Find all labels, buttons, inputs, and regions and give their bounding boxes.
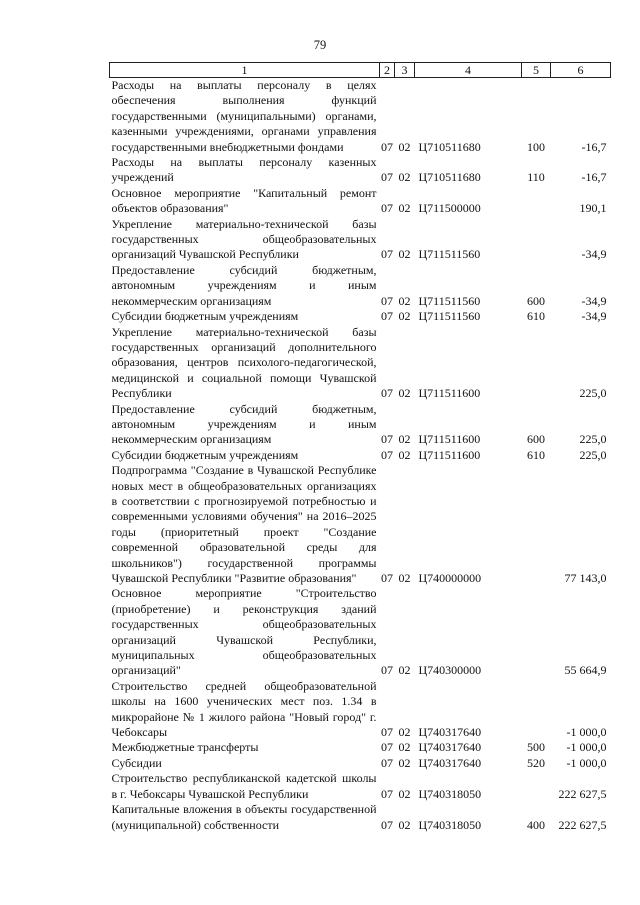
row-name: Межбюджетные трансферты: [111, 740, 259, 755]
row-name: Расходы на выплаты персоналу казенных учреждений: [111, 155, 377, 185]
row-name: Расходы на выплаты персоналу в целях обеспечения выполнения функций государственными (муниципальными) органами, казенными учреждениями, органами управления государственными внебюджетными фондами: [111, 78, 377, 154]
row-expense-type: 110: [527, 170, 545, 185]
row-name: Субсидии: [111, 755, 162, 770]
row-expense-type: [522, 217, 551, 263]
row-section: 07: [381, 293, 393, 308]
row-section: 07: [381, 786, 393, 801]
row-subsection: 02: [398, 293, 411, 308]
row-target-article: Ц711511600: [418, 447, 481, 462]
budget-table-container: [109, 62, 610, 833]
row-target-article: Ц711511560: [418, 293, 481, 308]
row-name: Укрепление материально-технической базы государственных общеобразовательных организаций Чувашской Республики: [111, 216, 377, 262]
row-expense-type: 100: [527, 139, 545, 154]
row-expense-type: 610: [527, 447, 545, 462]
row-section: 07: [381, 725, 393, 740]
row-subsection: 02: [398, 432, 411, 447]
row-section: 07: [381, 740, 393, 755]
header-col-1: 1: [110, 63, 380, 78]
table-row: [110, 325, 611, 402]
table-row: [110, 463, 611, 586]
table-row: [110, 217, 611, 263]
row-amount: -1 000,0: [566, 755, 607, 770]
row-section: 07: [381, 139, 393, 154]
row-subsection: 02: [398, 571, 411, 585]
row-subsection: 02: [398, 725, 411, 740]
row-expense-type: 500: [527, 740, 545, 755]
table-row: [110, 402, 611, 448]
row-amount: -16,7: [581, 139, 607, 154]
row-subsection: 02: [398, 740, 411, 755]
row-name: Предоставление субсидий бюджетным, автономным учреждениям и иным некоммерческим организациям: [111, 262, 377, 308]
row-expense-type: 600: [527, 432, 545, 447]
row-target-article: Ц711500000: [418, 201, 481, 216]
row-name: Основное мероприятие "Капитальный ремонт объектов образования": [111, 185, 377, 216]
row-name: Предоставление субсидий бюджетным, автономным учреждениям и иным некоммерческим организациям: [111, 401, 377, 447]
table-header: [110, 63, 611, 78]
row-name: Строительство республиканской кадетской школы в г. Чебоксары Чувашской Республики: [111, 771, 377, 801]
row-target-article: Ц711511560: [418, 247, 481, 262]
row-subsection: 02: [398, 817, 411, 832]
row-amount: -1 000,0: [566, 740, 607, 755]
table-row: [110, 771, 611, 802]
row-expense-type: [522, 463, 551, 586]
row-expense-type: [522, 186, 551, 217]
row-expense-type: 520: [527, 755, 545, 770]
row-subsection: 02: [398, 786, 411, 801]
row-subsection: 02: [398, 139, 411, 154]
row-amount: 225,0: [579, 447, 607, 462]
row-section: 07: [381, 309, 393, 324]
row-amount: -34,9: [581, 309, 607, 324]
row-name: Строительство средней общеобразовательной школы на 1600 ученических мест поз. 1.34 в микрорайоне № 1 жилого района "Новый город" г. Чебоксары: [111, 678, 377, 740]
row-amount: -34,9: [581, 247, 607, 262]
row-target-article: Ц711511600: [418, 386, 481, 401]
row-subsection: 02: [398, 755, 411, 770]
header-col-5: 5: [522, 63, 551, 78]
row-section: 07: [381, 201, 393, 216]
row-section: 07: [381, 663, 393, 678]
row-amount: -34,9: [581, 293, 607, 308]
table-row: [110, 586, 611, 678]
row-section: 07: [381, 170, 393, 185]
table-row: [110, 679, 611, 741]
header-col-2: 2: [380, 63, 395, 78]
row-amount: 222 627,5: [558, 817, 607, 832]
header-col-3: 3: [395, 63, 415, 78]
page-number: 79: [313, 38, 327, 52]
table-row: [110, 155, 611, 186]
row-target-article: Ц711511600: [418, 432, 481, 447]
row-target-article: Ц711511560: [418, 309, 481, 324]
row-target-article: Ц710511680: [418, 139, 481, 154]
row-amount: -16,7: [581, 170, 607, 185]
row-amount: 225,0: [579, 386, 607, 401]
row-amount: 225,0: [579, 432, 607, 447]
table-row: [110, 802, 611, 833]
row-name: Подпрограмма "Создание в Чувашской Республике новых мест в общеобразовательных организациях в соответствии с прогнозируемой потребностью и современными условиями обучения" на 2016–2025 годы (приоритетный проект "Создание современной образовательной среды для школьников") государственной программы Чувашской Республики "Развитие образования": [111, 463, 377, 585]
row-target-article: Ц740300000: [418, 663, 482, 678]
row-expense-type: [522, 771, 551, 802]
budget-table: [109, 62, 611, 833]
row-section: 07: [381, 447, 393, 462]
row-subsection: 02: [398, 247, 411, 262]
row-section: 07: [381, 755, 393, 770]
table-row: [110, 78, 611, 156]
row-amount: 77 143,0: [564, 571, 607, 585]
row-amount: -1 000,0: [566, 725, 607, 740]
row-subsection: 02: [398, 309, 411, 324]
header-col-6: 6: [551, 63, 611, 78]
row-name: Укрепление материально-технической базы государственных организаций дополнительного образования, центров психолого-педагогической, медицинской и социальной помощи Чувашской Республики: [111, 324, 377, 401]
table-row: [110, 186, 611, 217]
row-expense-type: [522, 586, 551, 678]
row-expense-type: 610: [527, 309, 545, 324]
row-target-article: Ц740317640: [418, 755, 482, 770]
row-name: Капитальные вложения в объекты государственной (муниципальной) собственности: [111, 802, 377, 832]
row-amount: 222 627,5: [558, 786, 607, 801]
table-row: [110, 263, 611, 309]
table-row: [110, 740, 611, 755]
row-section: 07: [381, 386, 393, 401]
row-expense-type: [522, 679, 551, 741]
header-row: [110, 63, 611, 78]
row-section: 07: [381, 571, 393, 585]
row-target-article: Ц740318050: [418, 786, 482, 801]
row-amount: 55 664,9: [564, 663, 607, 678]
row-target-article: Ц740318050: [418, 817, 482, 832]
row-section: 07: [381, 817, 393, 832]
table-row: [110, 756, 611, 771]
row-section: 07: [381, 247, 393, 262]
row-target-article: Ц740317640: [418, 740, 482, 755]
row-subsection: 02: [398, 663, 411, 678]
row-target-article: Ц740317640: [418, 725, 482, 740]
row-subsection: 02: [398, 386, 411, 401]
table-row: [110, 448, 611, 463]
header-col-4: 4: [415, 63, 522, 78]
row-target-article: Ц710511680: [418, 170, 481, 185]
row-amount: 190,1: [579, 201, 607, 216]
row-target-article: Ц740000000: [418, 571, 482, 585]
row-name: Основное мероприятие "Строительство (приобретение) и реконструкция зданий государственных общеобразовательных организаций Чувашской Республики, муниципальных общеобразовательных организаций": [111, 586, 377, 678]
row-expense-type: [522, 325, 551, 402]
row-section: 07: [381, 432, 393, 447]
row-name: Субсидии бюджетным учреждениям: [111, 309, 299, 324]
table-body: [110, 78, 611, 833]
row-expense-type: 600: [527, 293, 545, 308]
row-name: Субсидии бюджетным учреждениям: [111, 447, 299, 462]
table-row: [110, 309, 611, 324]
row-subsection: 02: [398, 170, 411, 185]
row-expense-type: 400: [527, 817, 545, 832]
row-subsection: 02: [398, 447, 411, 462]
row-subsection: 02: [398, 201, 411, 216]
